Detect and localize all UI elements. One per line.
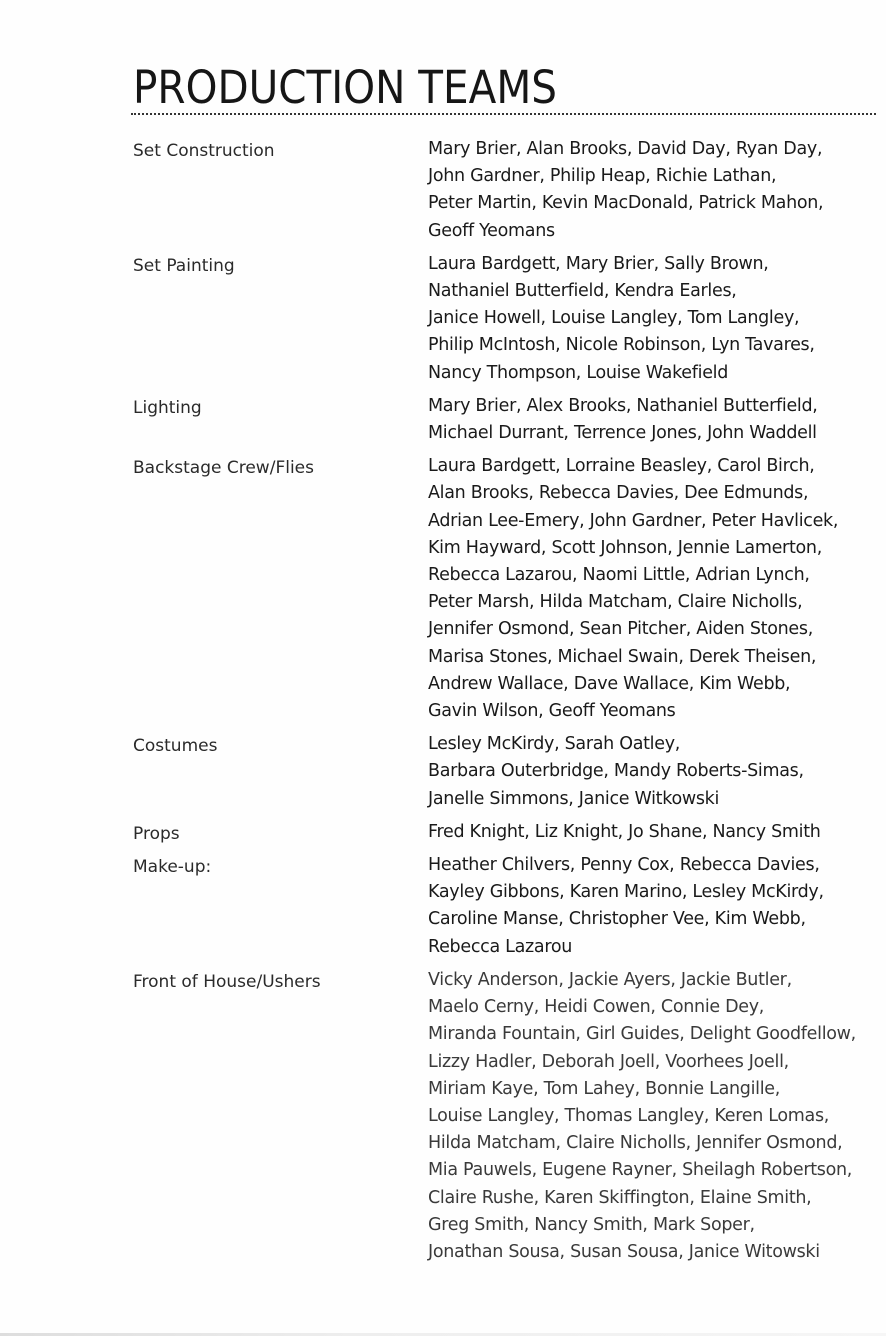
team-members: Laura Bardgett, Mary Brier, Sally Brown, Nathaniel Butterfield, Kendra Earles, Janice Howell, Louise Langley, Tom Langley, Philip McIntosh, Nicole Robinson, Lyn Tavares, Nancy Thompson, Louise Wakefield	[428, 253, 815, 383]
team-props	[0, 819, 886, 846]
team-members: Mary Brier, Alex Brooks, Nathaniel Butterfield, Michael Durrant, Terrence Jones, John Waddell	[428, 395, 818, 444]
team-make-up	[0, 852, 886, 961]
team-label: Make-up:	[133, 857, 212, 878]
dotted-divider	[131, 113, 876, 115]
team-members: Heather Chilvers, Penny Cox, Rebecca Davies, Kayley Gibbons, Karen Marino, Lesley McKirdy, Caroline Manse, Christopher Vee, Kim Webb, Rebecca Lazarou	[428, 855, 824, 957]
team-lighting	[0, 393, 886, 447]
team-label: Set Construction	[133, 141, 275, 161]
team-label: Front of House/Ushers	[133, 971, 321, 992]
page-title: PRODUCTION TEAMS	[133, 61, 557, 114]
team-set-construction	[0, 136, 886, 245]
team-label: Set Painting	[133, 255, 235, 276]
team-members: Vicky Anderson, Jackie Ayers, Jackie Butler, Maelo Cerny, Heidi Cowen, Connie Dey, Miranda Fountain, Girl Guides, Delight Goodfellow, Lizzy Hadler, Deborah Joell, Voorhees Joell, Miriam Kaye, Tom Lahey, Bonnie Langille, Louise Langley, Thomas Langley, Keren Lomas, Hilda Matcham, Claire Nicholls, Jennifer Osmond, Mia Pauwels, Eugene Rayner, Sheilagh Robertson, Claire Rushe, Karen Skiffington, Elaine Smith, Greg Smith, Nancy Smith, Mark Soper, Jonathan Sousa, Susan Sousa, Janice Witowski	[428, 969, 856, 1262]
team-backstage-crew	[0, 453, 886, 725]
team-label: Costumes	[133, 736, 218, 757]
team-label: Backstage Crew/Flies	[133, 458, 314, 479]
team-front-of-house	[0, 967, 886, 1266]
team-members: Fred Knight, Liz Knight, Jo Shane, Nancy Smith	[428, 821, 821, 842]
team-label: Props	[133, 823, 180, 844]
team-members: Lesley McKirdy, Sarah Oatley, Barbara Outerbridge, Mandy Roberts-Simas, Janelle Simmons, Janice Witkowski	[428, 734, 804, 809]
team-set-painting	[0, 251, 886, 387]
team-members: Laura Bardgett, Lorraine Beasley, Carol Birch, Alan Brooks, Rebecca Davies, Dee Edmunds, Adrian Lee-Emery, John Gardner, Peter Havlicek, Kim Hayward, Scott Johnson, Jennie Lamerton, Rebecca Lazarou, Naomi Little, Adrian Lynch, Peter Marsh, Hilda Matcham, Claire Nicholls, Jennifer Osmond, Sean Pitcher, Aiden Stones, Marisa Stones, Michael Swain, Derek Theisen, Andrew Wallace, Dave Wallace, Kim Webb, Gavin Wilson, Geoff Yeomans	[428, 456, 839, 722]
team-label: Lighting	[133, 397, 202, 418]
team-costumes	[0, 731, 886, 813]
production-teams-list	[0, 136, 886, 1266]
team-members: Mary Brier, Alan Brooks, David Day, Ryan Day, John Gardner, Philip Heap, Richie Lathan, Peter Martin, Kevin MacDonald, Patrick Mahon, Geoff Yeomans	[428, 139, 824, 241]
